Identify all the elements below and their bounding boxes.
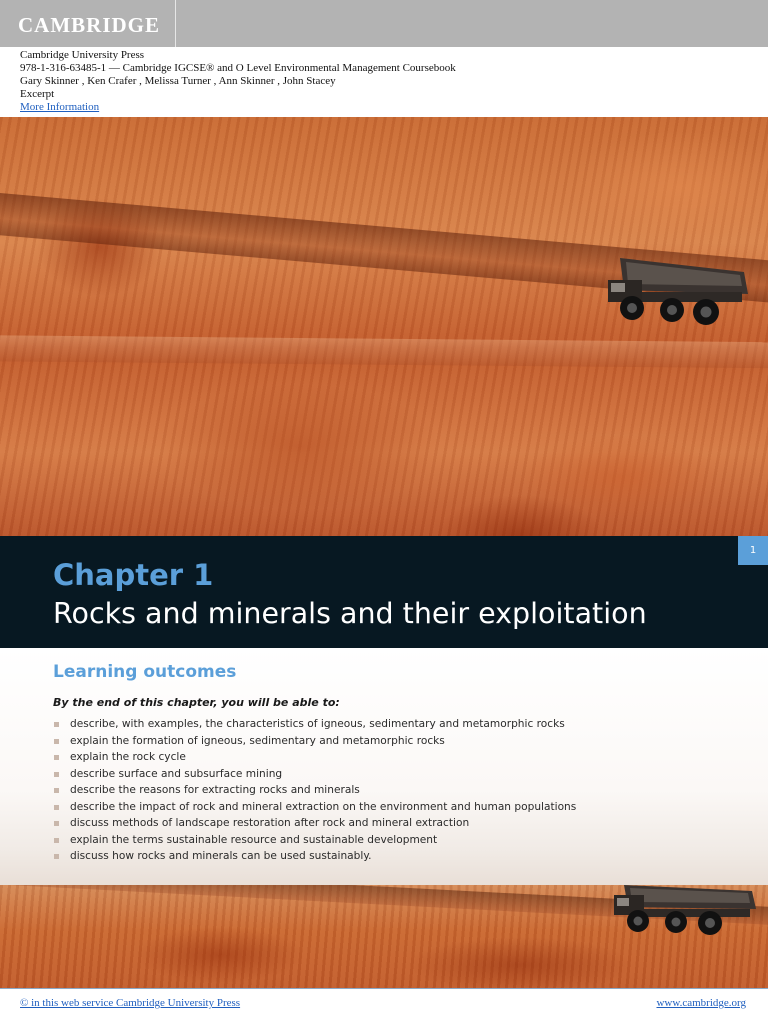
learning-outcomes-list <box>53 716 576 865</box>
learning-outcomes-section <box>0 648 768 885</box>
list-item-text: describe surface and subsurface mining <box>70 767 283 780</box>
list-item <box>53 799 576 816</box>
list-item <box>53 815 576 832</box>
chapter-title-bar <box>0 536 768 648</box>
authors-line: Gary Skinner , Ken Crafer , Melissa Turner , Ann Skinner , John Stacey <box>20 75 336 87</box>
list-item <box>53 848 576 865</box>
list-item-text: discuss how rocks and minerals can be used sustainably. <box>70 850 372 862</box>
bullet-square-icon <box>54 722 59 727</box>
list-item-text: discuss methods of landscape restoration after rock and mineral extraction <box>70 817 470 829</box>
bottom-photo-strip <box>0 885 768 988</box>
list-item <box>53 832 576 849</box>
list-item-text: explain the formation of igneous, sedimentary and metamorphic rocks <box>70 734 445 747</box>
dump-truck-icon <box>610 885 758 935</box>
learning-outcomes-heading: Learning outcomes <box>53 662 237 682</box>
page-number-tab: 1 <box>738 536 768 565</box>
list-item <box>53 749 576 766</box>
cover-photo-mine <box>0 117 768 536</box>
brand-wordmark: CAMBRIDGE <box>18 13 161 37</box>
list-item <box>53 766 576 783</box>
citation-block <box>20 49 760 114</box>
copyright-link[interactable]: © in this web service Cambridge University Press <box>20 997 241 1009</box>
bullet-square-icon <box>54 821 59 826</box>
list-item-text: describe, with examples, the characteristics of igneous, sedimentary and metamorphic rocks <box>70 718 565 730</box>
website-link[interactable]: www.cambridge.org <box>656 997 746 1009</box>
list-item-text: explain the terms sustainable resource and sustainable development <box>70 833 438 846</box>
chapter-title: Rocks and minerals and their exploitation <box>53 597 647 630</box>
bullet-square-icon <box>54 805 59 810</box>
bullet-square-icon <box>54 838 59 843</box>
learning-outcomes-intro: By the end of this chapter, you will be able to: <box>53 696 340 709</box>
excerpt-line: Excerpt <box>20 88 55 100</box>
isbn-title-line: 978-1-316-63485-1 — Cambridge IGCSE® and O Level Environmental Management Coursebook <box>20 62 456 74</box>
lower-road <box>0 335 768 369</box>
dump-truck-icon <box>602 250 752 325</box>
bullet-square-icon <box>54 739 59 744</box>
bullet-square-icon <box>54 755 59 760</box>
cambridge-logo <box>0 0 176 47</box>
more-information-link[interactable]: More Information <box>20 101 100 113</box>
list-item-text: describe the impact of rock and mineral extraction on the environment and human populations <box>70 800 577 813</box>
bullet-square-icon <box>54 772 59 777</box>
chapter-number: Chapter 1 <box>53 558 214 592</box>
publisher-line: Cambridge University Press <box>20 49 145 61</box>
list-item-text: describe the reasons for extracting rocks and minerals <box>70 784 360 796</box>
page-footer <box>0 989 768 1024</box>
bullet-square-icon <box>54 854 59 859</box>
list-item <box>53 733 576 750</box>
bullet-square-icon <box>54 788 59 793</box>
list-item <box>53 782 576 799</box>
top-banner <box>0 0 768 47</box>
list-item <box>53 716 576 733</box>
list-item-text: explain the rock cycle <box>70 751 186 763</box>
